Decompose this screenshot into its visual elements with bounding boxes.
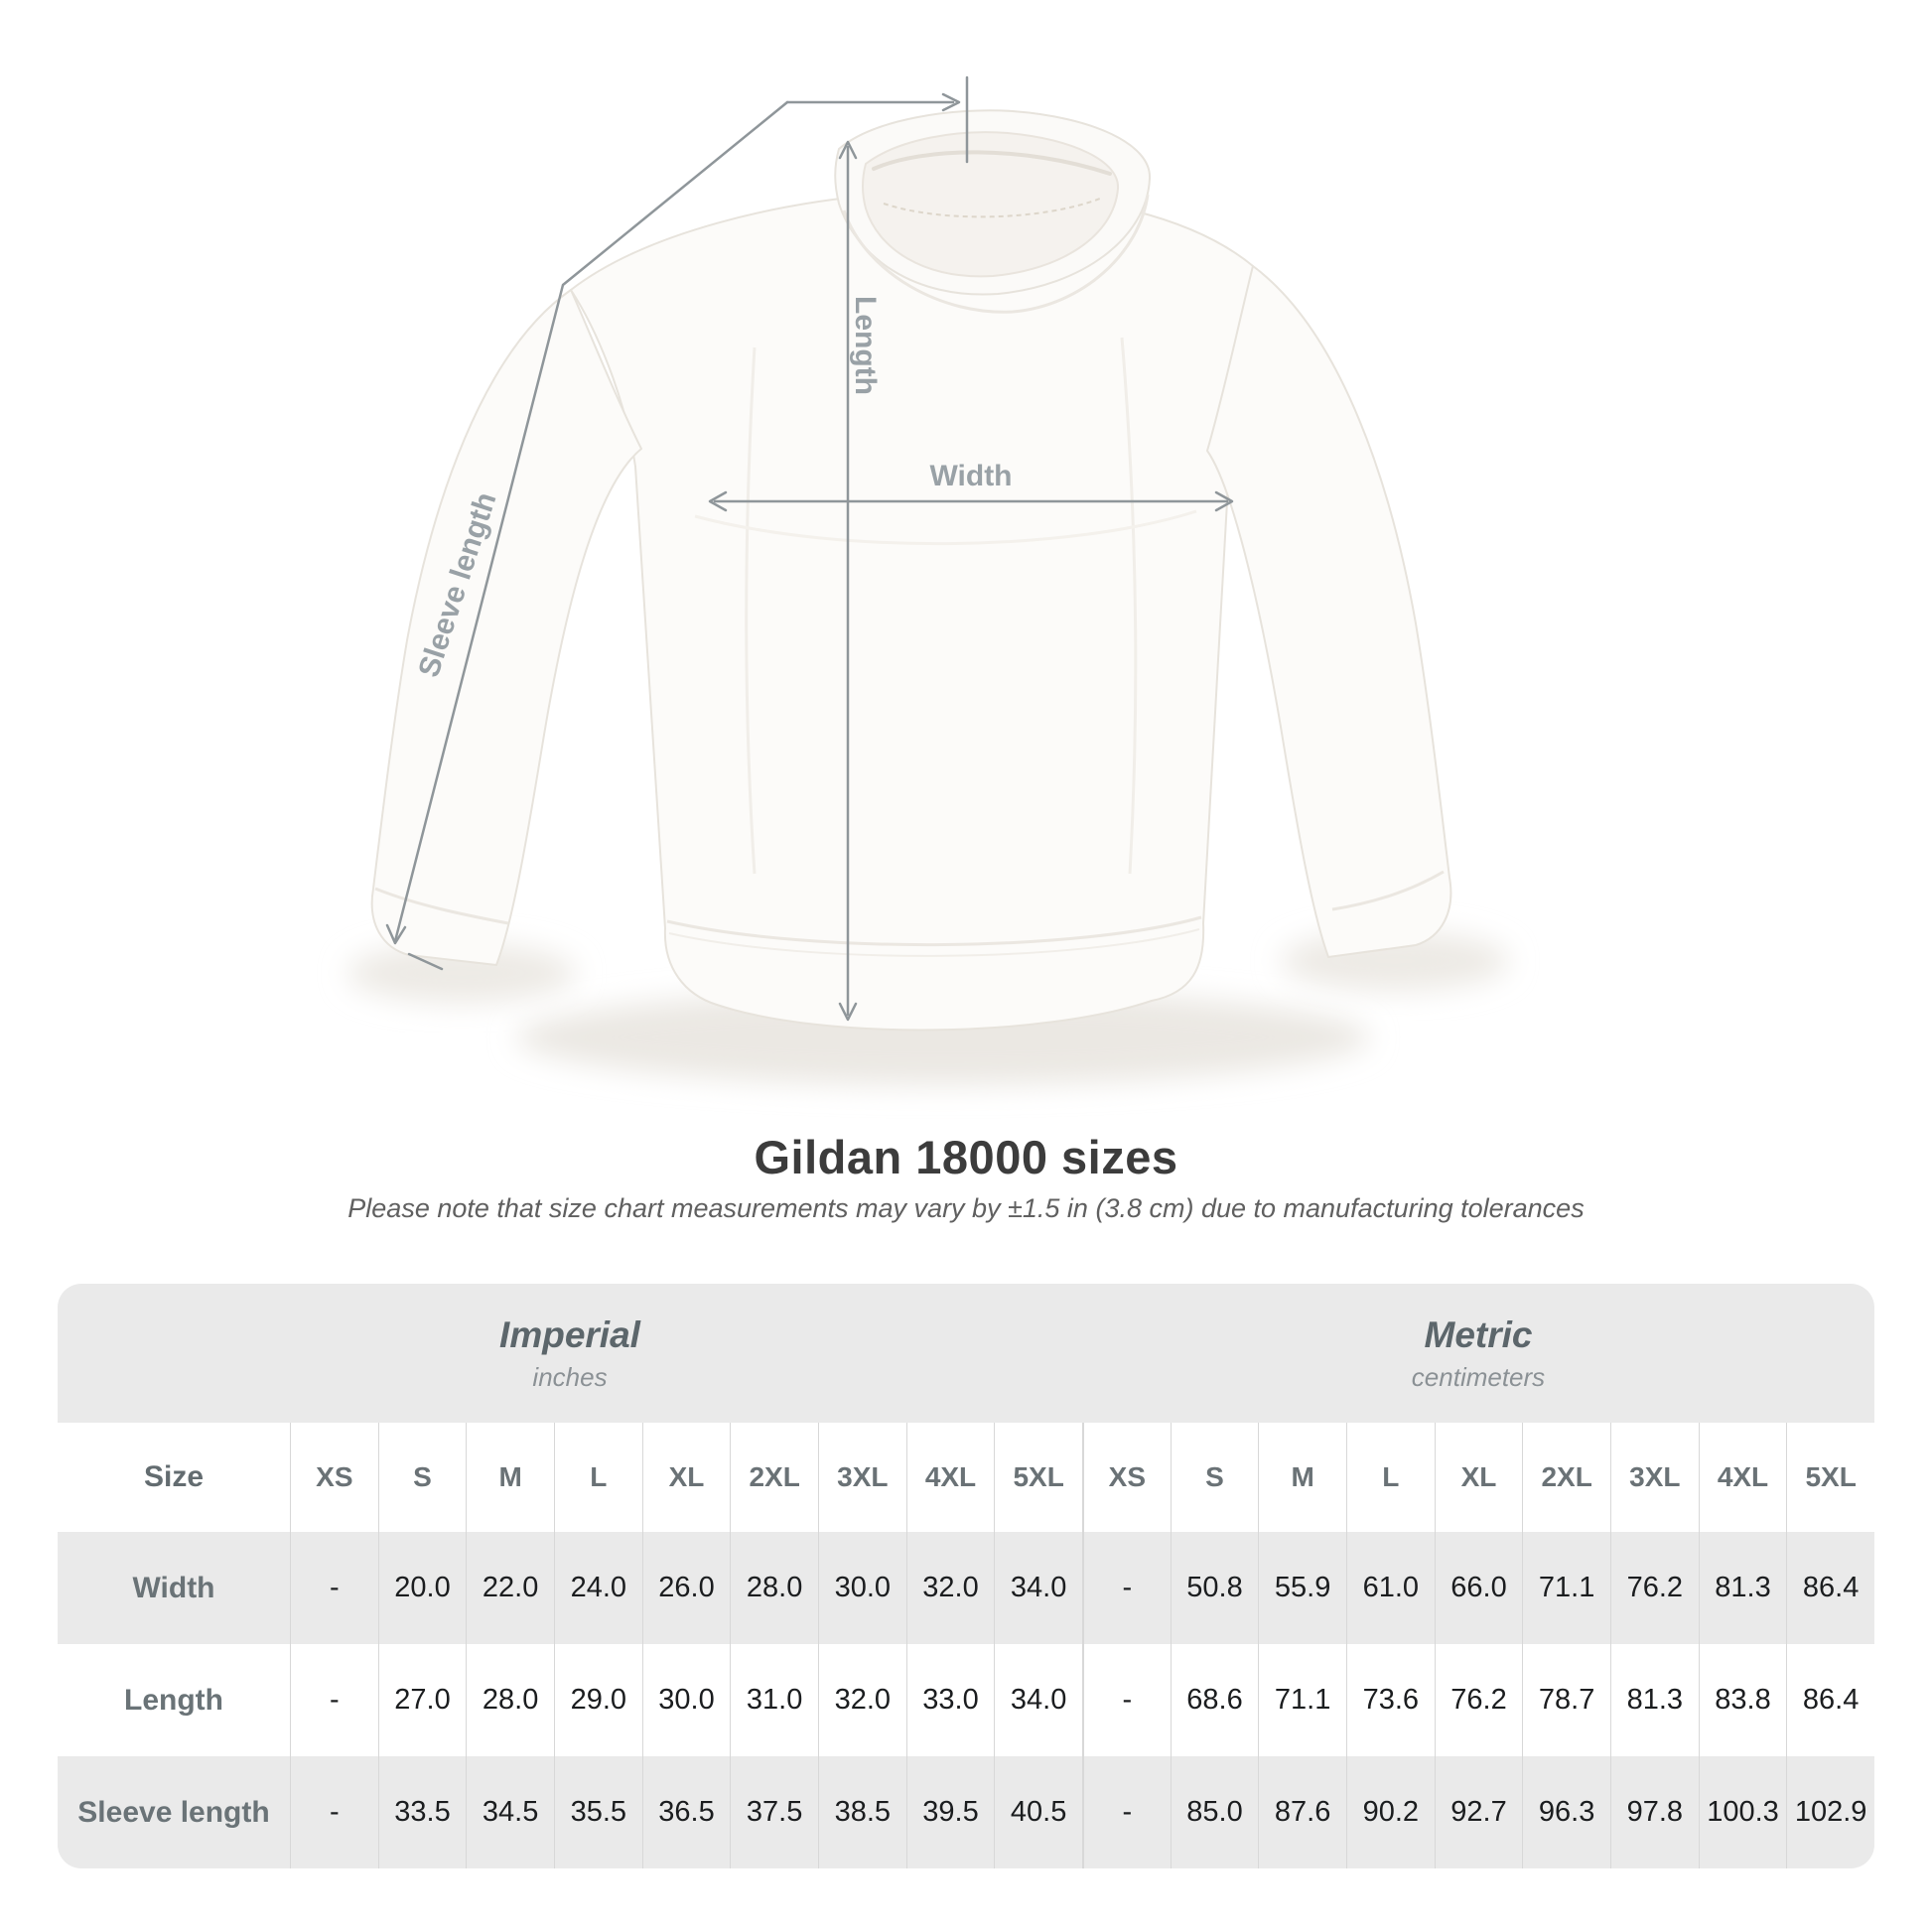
value-cell: 28.0 [730,1532,818,1644]
metric-label: Metric [1424,1313,1533,1355]
value-cell: 86.4 [1786,1532,1874,1644]
value-cell: - [1082,1756,1171,1868]
value-cell: 34.0 [994,1644,1082,1756]
row-label: Sleeve length [77,1795,270,1829]
value-cell: 36.5 [642,1756,731,1868]
value-cell: 76.2 [1435,1644,1523,1756]
value-cell: 81.3 [1610,1644,1699,1756]
size-header-cell: 2XL [730,1423,818,1532]
value-cell: 34.0 [994,1532,1082,1644]
value-cell: 32.0 [906,1532,995,1644]
value-cell: 29.0 [554,1644,642,1756]
length-row [58,1644,1874,1756]
value-cell: 39.5 [906,1756,995,1868]
size-header-cell: XS [290,1423,378,1532]
value-cell: - [290,1532,378,1644]
imperial-unit: inches [532,1361,608,1392]
sleeve-measure-label: Sleeve length [412,487,503,682]
value-cell: 78.7 [1522,1644,1610,1756]
size-header-cell: L [554,1423,642,1532]
value-cell: 87.6 [1258,1756,1346,1868]
value-cell: - [1082,1532,1171,1644]
value-cell: 50.8 [1171,1532,1259,1644]
value-cell: 26.0 [642,1532,731,1644]
value-cell: 66.0 [1435,1532,1523,1644]
value-cell: - [290,1644,378,1756]
tolerance-note: Please note that size chart measurements may vary by ±1.5 in (3.8 cm) due to manufacturing tolerances [347,1193,1585,1223]
value-cell: 20.0 [378,1532,467,1644]
size-header-row [58,1423,1874,1532]
width-row [58,1532,1874,1644]
row-label: Length [124,1683,223,1717]
value-cell: 85.0 [1171,1756,1259,1868]
units-banner [58,1284,1874,1423]
size-header-cell: XL [1435,1423,1523,1532]
value-cell: 27.0 [378,1644,467,1756]
size-table [58,1284,1874,1868]
value-cell: 37.5 [730,1756,818,1868]
value-cell: 71.1 [1258,1644,1346,1756]
value-cell: 35.5 [554,1756,642,1868]
size-header-cell: 3XL [1610,1423,1699,1532]
value-cell: 22.0 [466,1532,554,1644]
value-cell: 33.0 [906,1644,995,1756]
value-cell: 31.0 [730,1644,818,1756]
size-header-cell: XS [1082,1423,1171,1532]
value-cell: 38.5 [818,1756,906,1868]
value-cell: 96.3 [1522,1756,1610,1868]
sleeve-length-row [58,1756,1874,1868]
sweatshirt-left-sleeve [372,290,641,965]
sweatshirt [372,110,1451,1030]
size-header-cell: 3XL [818,1423,906,1532]
sweatshirt-right-sleeve [1207,266,1450,957]
size-column-header: Size [143,1460,205,1493]
size-header-cell: 4XL [1699,1423,1787,1532]
value-cell: 92.7 [1435,1756,1523,1868]
value-cell: 81.3 [1699,1532,1787,1644]
size-header-cell: M [1258,1423,1346,1532]
value-cell: 30.0 [818,1532,906,1644]
size-header-cell: S [1171,1423,1259,1532]
size-header-cell: 5XL [994,1423,1082,1532]
size-header-cell: M [466,1423,554,1532]
row-label: Width [132,1571,215,1604]
value-cell: 71.1 [1522,1532,1610,1644]
size-header-cell: XL [642,1423,731,1532]
value-cell: - [290,1756,378,1868]
value-cell: 61.0 [1346,1532,1435,1644]
length-measure-label: Length [849,296,882,395]
value-cell: 83.8 [1699,1644,1787,1756]
value-cell: 97.8 [1610,1756,1699,1868]
metric-banner [1082,1284,1874,1423]
value-cell: 40.5 [994,1756,1082,1868]
value-cell: 100.3 [1699,1756,1787,1868]
value-cell: 24.0 [554,1532,642,1644]
value-cell: 55.9 [1258,1532,1346,1644]
value-cell: 28.0 [466,1644,554,1756]
imperial-label: Imperial [499,1313,640,1355]
value-cell: 34.5 [466,1756,554,1868]
value-cell: 32.0 [818,1644,906,1756]
size-header-cell: S [378,1423,467,1532]
size-header-cell: L [1346,1423,1435,1532]
value-cell: 86.4 [1786,1644,1874,1756]
size-header-cell: 5XL [1786,1423,1874,1532]
size-header-cell: 2XL [1522,1423,1610,1532]
page-title: Gildan 18000 sizes [754,1131,1178,1183]
width-measure-label: Width [929,460,1013,492]
value-cell: 33.5 [378,1756,467,1868]
imperial-banner [58,1284,1082,1423]
value-cell: 90.2 [1346,1756,1435,1868]
value-cell: 73.6 [1346,1644,1435,1756]
value-cell: 102.9 [1786,1756,1874,1868]
value-cell: 30.0 [642,1644,731,1756]
value-cell: 76.2 [1610,1532,1699,1644]
size-header-cell: 4XL [906,1423,995,1532]
sweatshirt-body [571,192,1253,1031]
value-cell: 68.6 [1171,1644,1259,1756]
value-cell: - [1082,1644,1171,1756]
metric-unit: centimeters [1411,1361,1546,1392]
